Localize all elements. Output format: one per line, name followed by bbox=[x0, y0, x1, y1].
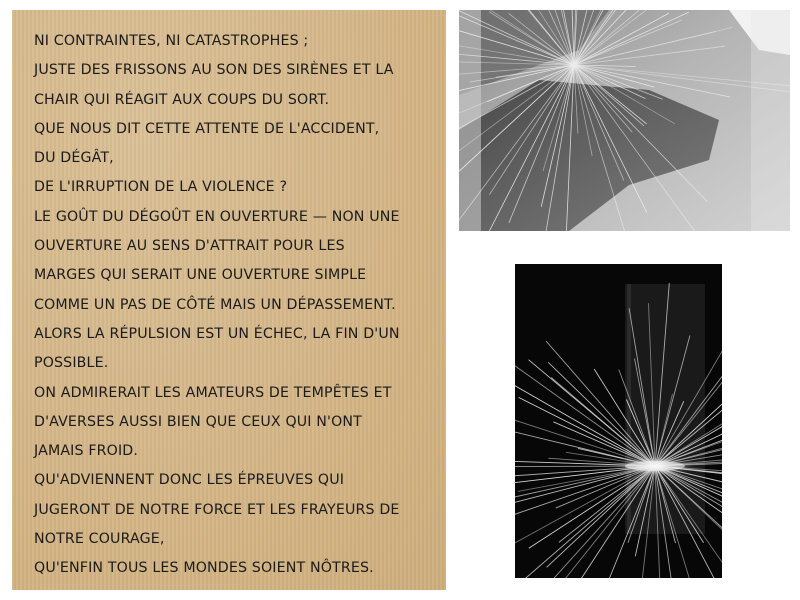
poem-line: CHAIR QUI RÉAGIT AUX COUPS DU SORT. bbox=[34, 91, 330, 108]
poem-line: NI CONTRAINTES, NI CATASTROPHES ; bbox=[34, 33, 309, 49]
poem-line: QU'ADVIENNENT DONC LES ÉPREUVES QUI bbox=[34, 472, 345, 489]
poem-line: ON ADMIRERAIT LES AMATEURS DE TEMPÊTES ET bbox=[34, 384, 392, 401]
poem-line: D'AVERSES AUSSI BIEN QUE CEUX QUI N'ONT bbox=[34, 413, 362, 430]
poem-line: COMME UN PAS DE CÔTÉ MAIS UN DÉPASSEMENT. bbox=[34, 296, 396, 313]
poem-line: QU'ENFIN TOUS LES MONDES SOIENT NÔTRES. bbox=[34, 560, 374, 577]
poem-line: JUSTE DES FRISSONS AU SON DES SIRÈNES ET LA bbox=[34, 62, 394, 79]
shattered-glass-photo-bottom bbox=[515, 264, 722, 578]
shattered-glass-image bbox=[459, 10, 790, 231]
poem-line: QUE NOUS DIT CETTE ATTENTE DE L'ACCIDENT, bbox=[34, 120, 380, 137]
poem-line: JAMAIS FROID. bbox=[34, 443, 139, 460]
poem-line: OUVERTURE AU SENS D'ATTRAIT POUR LES bbox=[34, 238, 345, 255]
poem-line: NOTRE COURAGE, bbox=[34, 531, 165, 548]
shattered-glass-photo-top bbox=[459, 10, 790, 231]
poem-paper bbox=[12, 10, 446, 590]
poem-line: POSSIBLE. bbox=[34, 355, 109, 372]
poem-line: DE L'IRRUPTION DE LA VIOLENCE ? bbox=[34, 179, 288, 196]
poem-line: JUGERONT DE NOTRE FORCE ET LES FRAYEURS DE bbox=[34, 501, 400, 518]
poem-text bbox=[34, 27, 434, 584]
poem-line: DU DÉGÂT, bbox=[34, 150, 114, 167]
poem-line: MARGES QUI SERAIT UNE OUVERTURE SIMPLE bbox=[34, 267, 367, 284]
poem-line: LE GOÛT DU DÉGOÛT EN OUVERTURE — NON UNE bbox=[34, 208, 400, 225]
shattered-glass-dark-image bbox=[515, 264, 722, 578]
poem-line: ALORS LA RÉPULSION EST UN ÉCHEC, LA FIN D'UN bbox=[34, 325, 400, 342]
